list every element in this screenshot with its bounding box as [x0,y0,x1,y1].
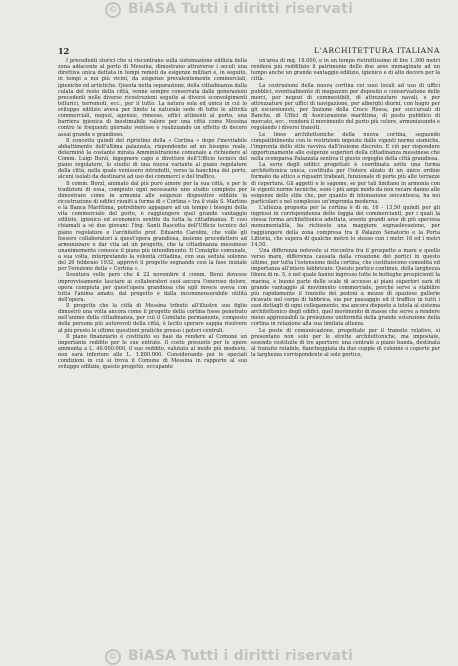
left-column [58,58,247,638]
right-column [251,58,440,638]
copyright-icon: © [105,2,121,18]
watermark-bottom-text: BiASA Tutti i diritti riservati [127,648,354,664]
paragraph: Sventura volle però che il 22 novembre il comm. Borzì dovesse improvvisamente lasciare ai collaboratori suoi ancora l'oneroso dolore, opera compiuta per quest'opera grandiosa che egli invece aveva con tutta l'anima amato, dal progetto e dalla incommensurabile utilità dell'opera. [58,272,247,303]
watermark-top [0,1,458,18]
paragraph: Una differenza notevole si riscontra fra il prospetto a mare e quello verso mare, differenza causata dalla creazione dei portici in questo ultimo, per tutta l'estensione della cortina, che costituiscono comodità ed importanza all'intero fabbricato. Questo portico continuo, della larghezza libera di m. 5, è nel quale hanno ingresso tutte le botteghe prospicienti la marina, e buono parte delle scale di accesso ai piani superiori sarà di grande vantaggio al movimento commerciale, perché serve a stabilire più rapidamente il transito dei pedoni a mezzo di spaziose gallerie ricavate nel corpo di fabbrica, sia per passaggio ed il traffico in tutti i suoi dettagli di ogni collegamento, ma ancora disposto a tutela al sistema architettonico degli edifici, quel movimento di masse che serve a rendere meno apprezzabili la proiezione uniformità della grande estensione della cortina in relazione alla sua limitata altezza. [251,247,440,328]
paragraph: Il piano finanziario è costituito su basi da rendere al Comune un importante reddito per le sue entrate. Il costo presunto per le opere ammonta a L. 40.000.000, il suo reddito, valutato al modo più modesto, non sarà inferiore alle L. 1.800.000. Considerando poi le speciali condizioni in cui si trova il Comune di Messina in rapporto al suo sviluppo edilizio, questo progetto, occupante [58,333,247,371]
paragraph: Il progetto che la città di Messina tributò all'illustre suo figlio dimostrò una volta ancora come il progetto della cortina fosse penetrato nell'animo della cittadinanza, per cui il Comitato permanente, composto delle persone più autorevoli della città, è lecito sperare sappia risolvere al più presto le ultime questioni pratiche presso i poteri centrali. [58,303,247,334]
paragraph: I precedenti storici che si riscontrano sulla sistemazione edilizia della zona adiacente al porto di Messina, dimostrano attraverso i secoli una direttiva unica dettata in tempi remoti da esigenze militari e, in seguito, in tempi a noi più vicini, da esigenze prevalentemente commerciali, igieniche ed artistiche. Questa netta separazione, della cittadinanza dalla calata del resto della città, venne sempre conservata dalle generazioni precedenti nelle diverse ricostruzioni seguite ai diversi sconvolgimenti tellurici, terremoti, ecc., per il tutto. La natura sola ed unica in cui lo sviluppo edilizio aveva per limite la naturale sede di tutte le attività commerciali, negozi, agenzie, rimesse, uffici attinenti al porto, una barriera igienica di inestimabile valore per una città come Messina contro le frequenti giornate ventose e realizzando un effetto di decoro assai grande e grandioso. [58,58,247,138]
paragraph: Le linee architettoniche della nuova cortina, seguendo compatibilmente con le restrizioni imposte dalle vigenti norme sismiche, l'impronta dello stile ravviva dall'insieme discreto. E ciò per rispondere opportunamente alle esigenze superiori della cittadinanza messinese che nella scomparsa Palazzata sentiva il giusto orgoglio della città grandiosa. [251,131,440,162]
paragraph: Il concetto quindi del ripristino della « Cortina » dopo l'inevitabile abbattimento dell'ultima palazzata, rispondendo ad un bisogno reale, determinò la costante mirata Amministrazione comunale a richiedere al Comm. Luigi Borzì, ingegnere capo e direttore dell'Ufficio tecnico del piano regolatore, lo studio di una nuova variante al piano regolatore della città, nella quale venissero introdotti, verso la banchina del porto, alcuni isolati da destinarsi ad uso dei commerci e del traffico. [58,137,247,181]
copyright-icon: © [105,649,121,665]
watermark-bottom [0,648,458,665]
running-head: L'ARCHITETTURA ITALIANA [314,46,440,55]
paragraph: Le poste di comunicazione, progettate per il transito relativo, si presentano non solo per le strette architettoniche, ma impostate, essendo costituite di tre aperture: una centrale a piano banda, destinata al transito rotabile, fiancheggiata da due coppie di colonne o coperte per la larghezza corrispondente al solo portico, [251,327,440,358]
paragraph: L'altezza proposta per la cortina è di m. 16 - 13,50 quindi per gli ingressi in corrispondenza delle loggia dei commercianti, per i quali la stessa forma architettonica adottata, avente grandi aree di più speciosa monumentalità, ha richiesto una maggiore sopraelevazione, per raggiungere della zona compresa tra il Palazzo Senatorio e la Porta Littoria, che supera di qualche metro lo stesso con i metri 16 ed i metri 14,50. [251,205,440,248]
paragraph: un'area di mq. 18.000, e in un tempo ristrettissimo di lire 1.300 metri renderà più redditizio il patrimonio dello due aree immaginate ad un tempo anche un grande vantaggio edilizio, igienico e di alto decoro per la città. [251,58,440,83]
paragraph: La costruzione della nuova cortina coi suoi locali ad uso di uffici pubblici, eventualmente di magazzini per deposito e conservazione delle merci, per negozi di commestibili, di attrezzature navali, e per attrezzature per uffici di navigazione, per alberghi diurni, con bagni per gli escursionisti, per Sezione della Croce Rossa, per succursali di Banche, di Uffici di Assicurazione marittima, di posto pubblico di mercato, ecc., renderà il movimento del porto più celere, armonizzando e regolando i diversi transiti. [251,82,440,132]
paragraph: La serie degli edifici progettati è coordinata sotto una forma architettonica unica, costituita per l'intero alzato di un unico ordine formato da attico a riquadri trabeati, funzionale di porte più alte terrazze di copertura. Gli aggetti e le sagome, se pur tali limitano in armonia con le vigenti norme tecniche, sono i più ampi modo da non recare danno alle esigenze dello stile che, per quanto di intonazione seicentesca, ha nei particolari e nel complesso un'impronta moderna. [251,162,440,205]
page-number: 12 [58,46,70,56]
watermark-top-text: BiASA Tutti i diritti riservati [127,1,354,17]
paragraph: Il comm. Borzì, animato dal più puro amore per la sua città, e per le tradizioni di essa, compiuto ogni necessario uno studio completo per dimostrare come in armonia alle esigenze dispositive edilizie la ricostruzione di edifici riuniti a forma di « Cortina » tra il viale S. Martino e la Banca Marittima, potrebbero appagare ad un tempo i bisogni della vita commerciale del porto, e raggiungere quel grande vantaggio edilizio, igienico ed economico sentito da tutta la cittadinanza. E così chiamati a sé due giovani: l'ing. Santi Bascetta dell'Ufficio tecnico del piano regolatore e l'architetto prof. Eduardo Carolini, che volle gli fossero collaboratori a quest'opera grandiosa, insieme procedettero ad armonizzare e dar vita ad un progetto, che la cittadinanza messinese unanimemente conosce il piano più intendimento. Il Consiglio comunale, a sua volta, interpretando la volontà cittadina, con sua seduta solenne del 26 febbraio 1932, approvò il progetto segnando così la fase iniziale per l'erezione della « Cortina ». [58,180,247,273]
